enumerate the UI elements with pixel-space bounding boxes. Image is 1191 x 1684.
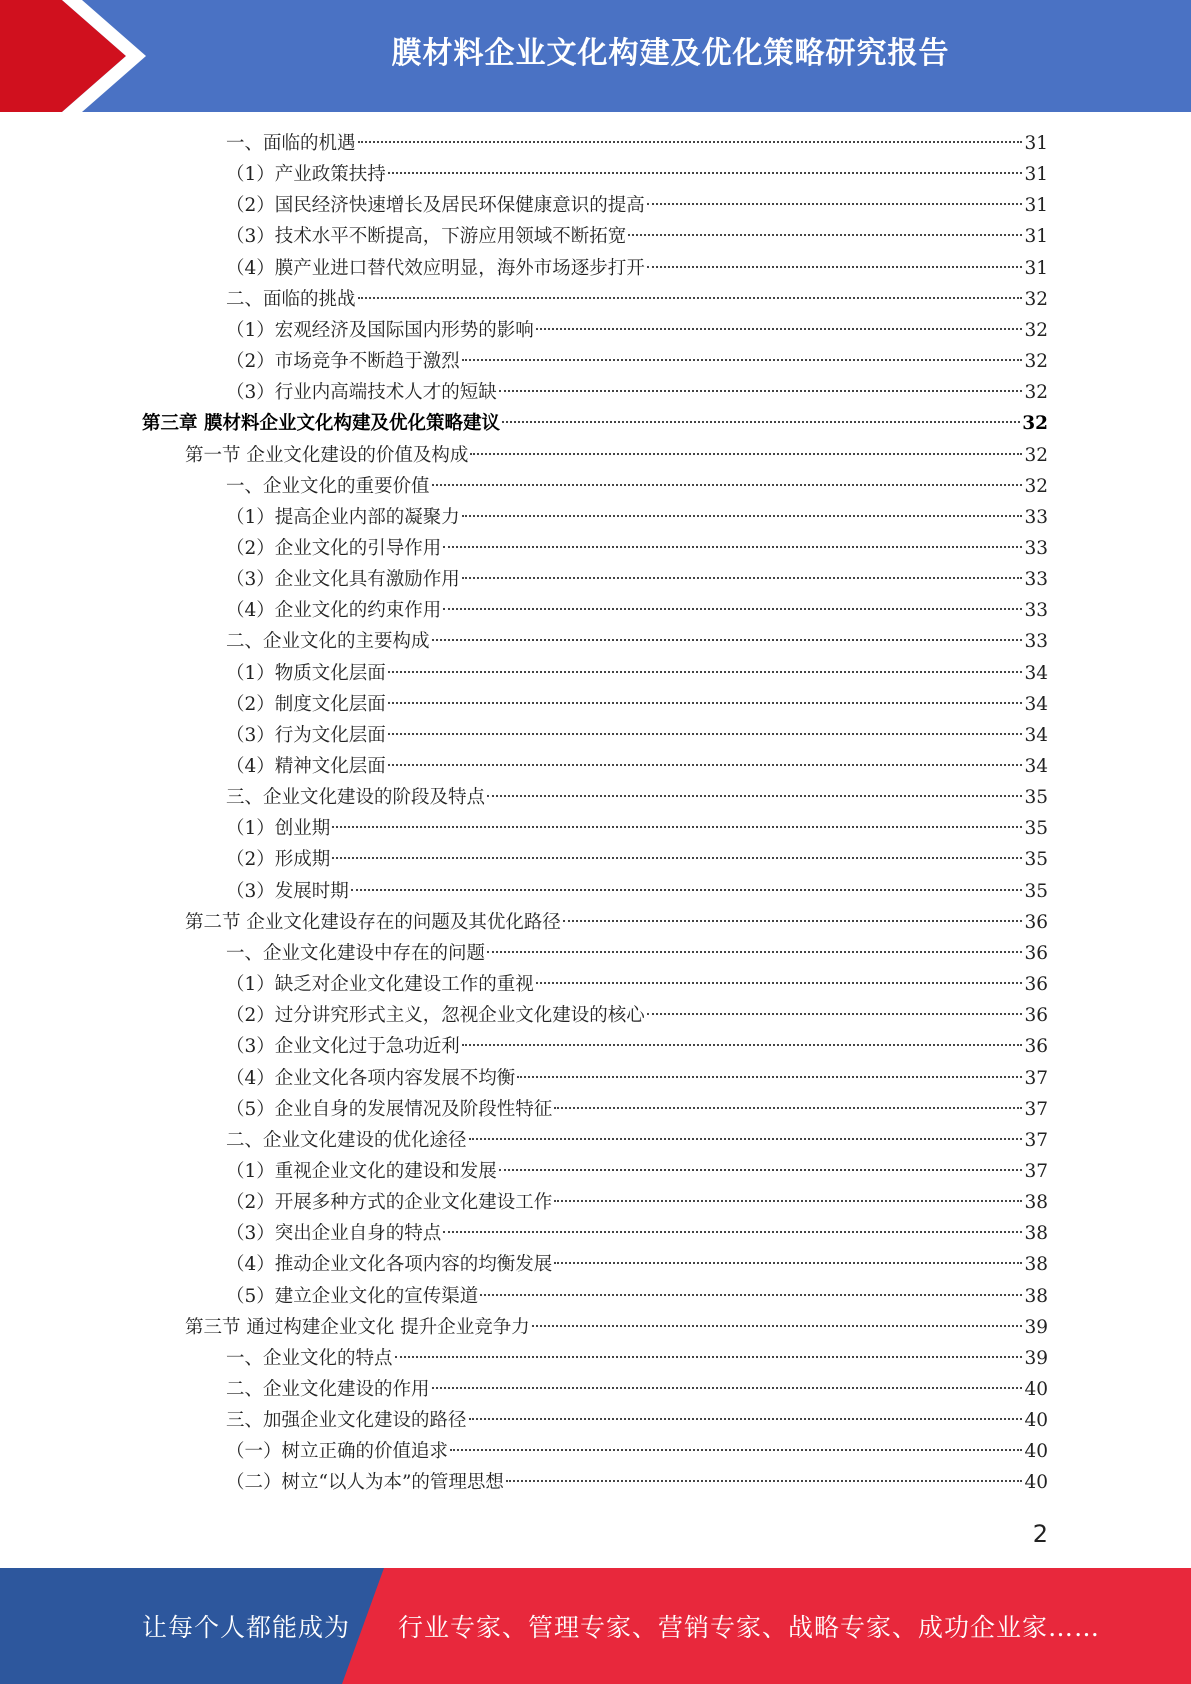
toc-entry[interactable] bbox=[226, 813, 1048, 844]
toc-leader-dots bbox=[499, 1169, 1023, 1171]
toc-entry-label: （3）企业文化过于急功近利 bbox=[226, 1036, 460, 1058]
toc-leader-dots bbox=[388, 733, 1023, 735]
toc-leader-dots bbox=[462, 515, 1023, 517]
toc-entry-page: 31 bbox=[1024, 133, 1048, 154]
toc-entry-label: （3）突出企业自身的特点 bbox=[226, 1223, 442, 1245]
toc-entry-page: 32 bbox=[1022, 413, 1048, 435]
toc-leader-dots bbox=[332, 857, 1022, 859]
toc-entry-page: 33 bbox=[1024, 631, 1048, 653]
toc-leader-dots bbox=[554, 1200, 1022, 1202]
toc-entry[interactable] bbox=[226, 1094, 1048, 1125]
toc-entry-label: （4）企业文化的约束作用 bbox=[226, 600, 442, 622]
toc-entry-page: 33 bbox=[1024, 569, 1048, 591]
toc-leader-dots bbox=[469, 1138, 1023, 1140]
toc-entry[interactable] bbox=[226, 938, 1048, 969]
toc-leader-dots bbox=[388, 172, 1023, 174]
toc-entry-label: 一、企业文化建设中存在的问题 bbox=[226, 942, 486, 964]
toc-entry-page: 31 bbox=[1024, 164, 1048, 186]
toc-entry-label: （2）国民经济快速增长及居民环保健康意识的提高 bbox=[226, 195, 645, 217]
toc-entry[interactable] bbox=[226, 969, 1048, 1000]
toc-entry-page: 31 bbox=[1024, 226, 1048, 248]
toc-entry-label: 第一节 企业文化建设的价值及构成 bbox=[185, 444, 469, 466]
toc-leader-dots bbox=[432, 484, 1023, 486]
toc-leader-dots bbox=[462, 1044, 1023, 1046]
page-number: 2 bbox=[1032, 1520, 1048, 1548]
toc-entry-label: （一）树立正确的价值追求 bbox=[226, 1441, 449, 1463]
toc-leader-dots bbox=[480, 1294, 1022, 1296]
toc-entry-label: （1）宏观经济及国际国内形势的影响 bbox=[226, 319, 534, 341]
toc-entry-label: 三、企业文化建设的阶段及特点 bbox=[226, 787, 486, 809]
toc-entry-label: 一、面临的机遇 bbox=[226, 133, 356, 154]
toc-entry-page: 38 bbox=[1024, 1285, 1048, 1307]
toc-leader-dots bbox=[554, 1262, 1022, 1264]
toc-entry-page: 40 bbox=[1024, 1441, 1048, 1463]
toc-entry-label: 第二节 企业文化建设存在的问题及其优化路径 bbox=[185, 911, 561, 933]
toc-leader-dots bbox=[487, 795, 1022, 797]
toc-leader-dots bbox=[462, 359, 1023, 361]
toc-entry-label: （1）创业期 bbox=[226, 818, 331, 840]
toc-entry[interactable] bbox=[226, 876, 1048, 907]
toc-leader-dots bbox=[628, 234, 1022, 236]
toc-entry-label: （1）物质文化层面 bbox=[226, 662, 386, 684]
toc-entry-page: 32 bbox=[1024, 382, 1048, 404]
toc-leader-dots bbox=[388, 671, 1023, 673]
toc-leader-dots bbox=[358, 297, 1023, 299]
toc-entry-page: 35 bbox=[1024, 787, 1048, 809]
toc-entry-label: 第三章 膜材料企业文化构建及优化策略建议 bbox=[142, 413, 500, 435]
toc-entry-label: （4）推动企业文化各项内容的均衡发展 bbox=[226, 1254, 553, 1276]
toc-entry-page: 34 bbox=[1024, 693, 1048, 715]
toc-entry[interactable] bbox=[226, 471, 1048, 502]
toc-entry[interactable] bbox=[226, 1218, 1048, 1249]
toc-entry-label: 二、企业文化建设的优化途径 bbox=[226, 1129, 467, 1151]
toc-entry[interactable] bbox=[226, 1063, 1048, 1094]
toc-entry-label: （5）建立企业文化的宣传渠道 bbox=[226, 1285, 479, 1307]
toc-entry-page: 33 bbox=[1024, 537, 1048, 559]
toc-entry-label: 一、企业文化的特点 bbox=[226, 1347, 393, 1369]
toc-entry-label: （2）企业文化的引导作用 bbox=[226, 537, 442, 559]
toc-entry[interactable] bbox=[226, 1374, 1048, 1405]
toc-entry-page: 36 bbox=[1024, 1036, 1048, 1058]
toc-leader-dots bbox=[395, 1356, 1023, 1358]
toc-entry[interactable] bbox=[226, 1156, 1048, 1187]
toc-entry-label: （4）企业文化各项内容发展不均衡 bbox=[226, 1067, 516, 1089]
footer-slogan-right: 行业专家、管理专家、营销专家、战略专家、成功企业家…… bbox=[398, 1613, 1101, 1642]
toc-entry[interactable] bbox=[226, 782, 1048, 813]
toc-entry-label: （3）企业文化具有激励作用 bbox=[226, 569, 460, 591]
toc-entry[interactable] bbox=[226, 284, 1048, 315]
toc-entry-page: 37 bbox=[1024, 1067, 1048, 1089]
toc-entry-page: 36 bbox=[1024, 1005, 1048, 1027]
toc-entry[interactable] bbox=[142, 408, 1048, 439]
toc-entry[interactable] bbox=[185, 440, 1048, 471]
toc-entry-page: 37 bbox=[1024, 1129, 1048, 1151]
toc-leader-dots bbox=[554, 1107, 1022, 1109]
toc-leader-dots bbox=[517, 1076, 1022, 1078]
toc-entry-label: （3）技术水平不断提高，下游应用领域不断拓宽 bbox=[226, 226, 627, 248]
toc-entry-label: （2）市场竞争不断趋于激烈 bbox=[226, 351, 460, 373]
toc-entry[interactable] bbox=[226, 1249, 1048, 1280]
toc-entry[interactable] bbox=[226, 1281, 1048, 1312]
toc-leader-dots bbox=[388, 764, 1023, 766]
toc-leader-dots bbox=[432, 1387, 1023, 1389]
toc-leader-dots bbox=[647, 1013, 1023, 1015]
toc-leader-dots bbox=[432, 639, 1023, 641]
toc-entry-label: 三、加强企业文化建设的路径 bbox=[226, 1410, 467, 1432]
toc-entry[interactable] bbox=[226, 1187, 1048, 1218]
toc-entry-page: 31 bbox=[1024, 257, 1048, 279]
toc-entry-label: （二）树立“以人为本”的管理思想 bbox=[226, 1472, 504, 1494]
toc-entry[interactable] bbox=[226, 1343, 1048, 1374]
toc-leader-dots bbox=[506, 1480, 1023, 1482]
toc-entry-page: 38 bbox=[1024, 1254, 1048, 1276]
toc-leader-dots bbox=[358, 141, 1023, 143]
toc-entry-label: 二、企业文化建设的作用 bbox=[226, 1379, 430, 1400]
toc-entry-page: 40 bbox=[1024, 1472, 1048, 1494]
toc-entry-page: 33 bbox=[1024, 506, 1048, 528]
toc-entry-page: 40 bbox=[1024, 1410, 1048, 1432]
toc-entry-page: 40 bbox=[1024, 1379, 1048, 1400]
document-title: 膜材料企业文化构建及优化策略研究报告 bbox=[391, 36, 950, 71]
toc-leader-dots bbox=[536, 982, 1023, 984]
toc-leader-dots bbox=[388, 702, 1023, 704]
toc-entry-label: （1）产业政策扶持 bbox=[226, 164, 386, 186]
toc-leader-dots bbox=[563, 920, 1023, 922]
toc-entry[interactable] bbox=[226, 1405, 1048, 1436]
toc-entry-page: 35 bbox=[1024, 818, 1048, 840]
toc-leader-dots bbox=[470, 453, 1022, 455]
toc-entry[interactable] bbox=[226, 1000, 1048, 1031]
toc-entry-label: 一、企业文化的重要价值 bbox=[226, 475, 430, 497]
footer-slogan-left: 让每个人都能成为 bbox=[142, 1613, 351, 1642]
toc-entry-page: 34 bbox=[1024, 756, 1048, 777]
toc-entry[interactable] bbox=[226, 128, 1048, 159]
toc-entry[interactable] bbox=[226, 1436, 1048, 1467]
toc-entry-page: 36 bbox=[1024, 942, 1048, 964]
header-banner bbox=[0, 0, 1191, 112]
toc-entry-page: 34 bbox=[1024, 662, 1048, 684]
toc-leader-dots bbox=[502, 421, 1020, 423]
toc-entry[interactable] bbox=[226, 658, 1048, 689]
toc-entry[interactable] bbox=[226, 1125, 1048, 1156]
toc-leader-dots bbox=[647, 203, 1023, 205]
toc-entry-page: 35 bbox=[1024, 880, 1048, 902]
toc-leader-dots bbox=[351, 889, 1023, 891]
toc-leader-dots bbox=[443, 608, 1022, 610]
toc-entry[interactable] bbox=[226, 377, 1048, 408]
toc-entry[interactable] bbox=[185, 1312, 1048, 1343]
toc-entry-page: 39 bbox=[1024, 1347, 1048, 1369]
toc-leader-dots bbox=[443, 546, 1022, 548]
toc-entry-label: （2）制度文化层面 bbox=[226, 693, 386, 715]
toc-entry-label: （3）发展时期 bbox=[226, 880, 349, 902]
toc-entry-label: 二、企业文化的主要构成 bbox=[226, 631, 430, 653]
toc-leader-dots bbox=[536, 328, 1023, 330]
toc-entry-page: 32 bbox=[1024, 444, 1048, 466]
toc-entry-page: 37 bbox=[1024, 1160, 1048, 1182]
toc-entry[interactable] bbox=[226, 221, 1048, 252]
toc-entry[interactable] bbox=[226, 315, 1048, 346]
toc-entry-page: 35 bbox=[1024, 849, 1048, 871]
toc-leader-dots bbox=[499, 390, 1023, 392]
toc-leader-dots bbox=[443, 1231, 1022, 1233]
toc-entry[interactable] bbox=[226, 1467, 1048, 1498]
toc-entry[interactable] bbox=[226, 533, 1048, 564]
toc-entry-page: 37 bbox=[1024, 1098, 1048, 1120]
toc-entry[interactable] bbox=[226, 159, 1048, 190]
toc-entry-label: （1）缺乏对企业文化建设工作的重视 bbox=[226, 974, 534, 996]
toc-entry-label: 第三节 通过构建企业文化 提升企业竞争力 bbox=[185, 1316, 530, 1338]
toc-entry-page: 31 bbox=[1024, 195, 1048, 217]
toc-entry-label: （1）提高企业内部的凝聚力 bbox=[226, 506, 460, 528]
toc-entry-page: 38 bbox=[1024, 1192, 1048, 1214]
toc-entry-page: 39 bbox=[1024, 1316, 1048, 1338]
toc-entry[interactable] bbox=[226, 190, 1048, 221]
toc-entry-page: 36 bbox=[1024, 974, 1048, 996]
toc-entry[interactable] bbox=[226, 595, 1048, 626]
toc-leader-dots bbox=[462, 577, 1023, 579]
toc-entry[interactable] bbox=[226, 844, 1048, 875]
toc-entry[interactable] bbox=[226, 720, 1048, 751]
toc-leader-dots bbox=[469, 1418, 1023, 1420]
toc-leader-dots bbox=[647, 266, 1023, 268]
toc-entry-label: （3）行业内高端技术人才的短缺 bbox=[226, 382, 497, 404]
toc-entry[interactable] bbox=[226, 751, 1048, 782]
toc-entry-label: （2）形成期 bbox=[226, 849, 331, 871]
toc-entry-label: （1）重视企业文化的建设和发展 bbox=[226, 1160, 497, 1182]
toc-entry-page: 32 bbox=[1024, 351, 1048, 373]
toc-entry[interactable] bbox=[185, 907, 1048, 938]
toc-entry-label: （2）开展多种方式的企业文化建设工作 bbox=[226, 1192, 553, 1214]
toc-entry[interactable] bbox=[226, 564, 1048, 595]
toc-leader-dots bbox=[332, 826, 1022, 828]
toc-leader-dots bbox=[450, 1449, 1022, 1451]
toc-entry[interactable] bbox=[226, 346, 1048, 377]
toc-entry-label: 二、面临的挑战 bbox=[226, 288, 356, 310]
toc-entry[interactable] bbox=[226, 689, 1048, 720]
toc-entry[interactable] bbox=[226, 502, 1048, 533]
toc-entry-label: （3）行为文化层面 bbox=[226, 724, 386, 746]
toc-leader-dots bbox=[487, 951, 1022, 953]
toc-entry[interactable] bbox=[226, 626, 1048, 657]
toc-entry[interactable] bbox=[226, 253, 1048, 284]
toc-entry-label: （4）精神文化层面 bbox=[226, 756, 386, 777]
toc-entry-page: 32 bbox=[1024, 319, 1048, 341]
toc-entry-page: 32 bbox=[1024, 475, 1048, 497]
toc-entry-page: 34 bbox=[1024, 724, 1048, 746]
toc-entry-label: （4）膜产业进口替代效应明显，海外市场逐步打开 bbox=[226, 257, 645, 279]
toc-entry-page: 36 bbox=[1024, 911, 1048, 933]
toc-entry[interactable] bbox=[226, 1031, 1048, 1062]
toc-leader-dots bbox=[532, 1325, 1023, 1327]
footer-banner bbox=[0, 1568, 1191, 1684]
toc-entry-page: 33 bbox=[1024, 600, 1048, 622]
toc-entry-page: 38 bbox=[1024, 1223, 1048, 1245]
toc-entry-label: （5）企业自身的发展情况及阶段性特征 bbox=[226, 1098, 553, 1120]
toc-entry-page: 32 bbox=[1024, 288, 1048, 310]
toc-entry-label: （2）过分讲究形式主义，忽视企业文化建设的核心 bbox=[226, 1005, 645, 1027]
